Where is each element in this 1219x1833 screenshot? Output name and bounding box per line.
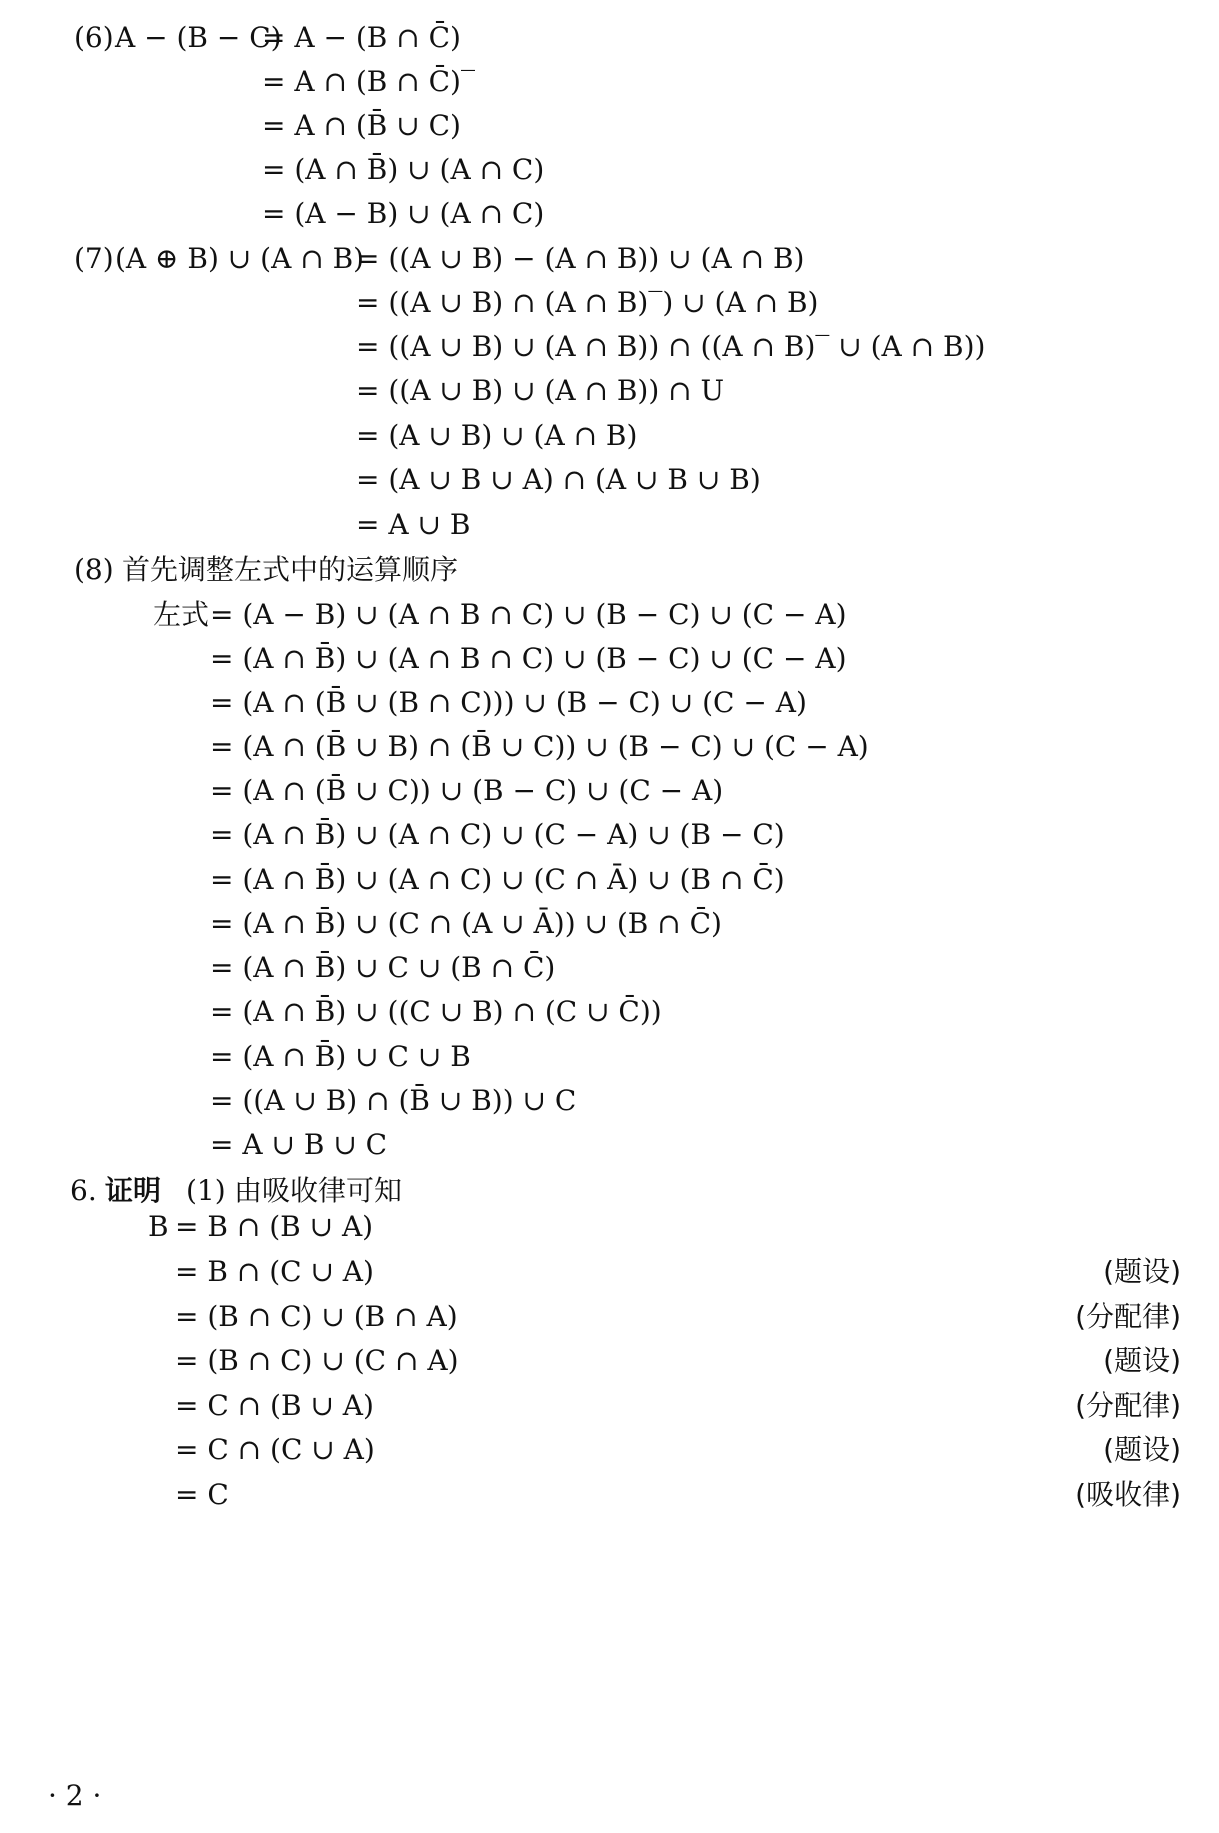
- p6-line: = A − (B ∩ C̄): [262, 21, 461, 54]
- q6-step-expr: = B ∩ (C ∪ A): [175, 1255, 374, 1288]
- q6-title: 证明: [105, 1174, 162, 1207]
- p8-label: (8): [74, 553, 114, 586]
- p7-line: = ((A ∪ B) ∩ (A ∩ B)‾) ∪ (A ∩ B): [356, 286, 819, 319]
- q6-intro: 由吸收律可知: [234, 1174, 403, 1207]
- q6-first-line: = B ∩ (B ∪ A): [175, 1210, 374, 1243]
- q6-step-expr: = C: [175, 1478, 229, 1511]
- p6-line: = (A − B) ∪ (A ∩ C): [262, 197, 545, 230]
- q6-step-expr: = C ∩ (B ∪ A): [175, 1389, 374, 1422]
- q6-step-note: (分配律): [1075, 1389, 1181, 1422]
- q6-step-note: (题设): [1103, 1344, 1181, 1377]
- p6-line: = A ∩ (B̄ ∪ C): [262, 109, 461, 142]
- p8-line: = (A ∩ (B̄ ∪ C)) ∪ (B − C) ∪ (C − A): [210, 774, 724, 807]
- p8-line: = A ∪ B ∪ C: [210, 1128, 388, 1161]
- p7-line: = ((A ∪ B) ∪ (A ∩ B)) ∩ ((A ∩ B)‾ ∪ (A ∩ B)): [356, 330, 986, 363]
- q6-step-expr: = C ∩ (C ∪ A): [175, 1433, 375, 1466]
- p8-line: = (A ∩ B̄) ∪ ((C ∪ B) ∩ (C ∪ C̄)): [210, 995, 662, 1028]
- p7-line: = ((A ∪ B) − (A ∩ B)) ∪ (A ∩ B): [356, 242, 805, 275]
- p6-line: = A ∩ (B ∩ C̄)‾: [262, 65, 475, 98]
- q6-step-note: (题设): [1103, 1255, 1181, 1288]
- p7-line: = A ∪ B: [356, 508, 471, 541]
- p8-line: = (A ∩ (B̄ ∪ (B ∩ C))) ∪ (B − C) ∪ (C − A): [210, 686, 807, 719]
- p8-line: = (A ∩ B̄) ∪ C ∪ (B ∩ C̄): [210, 951, 556, 984]
- p8-line: = (A ∩ (B̄ ∪ B) ∩ (B̄ ∪ C)) ∪ (B − C) ∪ (C − A): [210, 730, 869, 763]
- p7-label: (7): [74, 242, 114, 275]
- p6-line: = (A ∩ B̄) ∪ (A ∩ C): [262, 153, 545, 186]
- q6-part-label: (1): [186, 1174, 226, 1207]
- p8-line: = (A ∩ B̄) ∪ (A ∩ B ∩ C) ∪ (B − C) ∪ (C − A): [210, 642, 847, 675]
- p8-line: = (A ∩ B̄) ∪ C ∪ B: [210, 1040, 471, 1073]
- q6-lhs: B: [148, 1210, 169, 1243]
- p8-line: = (A ∩ B̄) ∪ (A ∩ C) ∪ (C − A) ∪ (B − C): [210, 818, 785, 851]
- page-number: · 2 ·: [48, 1779, 102, 1812]
- p8-first-line: = (A − B) ∪ (A ∩ B ∩ C) ∪ (B − C) ∪ (C − A): [210, 598, 847, 631]
- q6-step-expr: = (B ∩ C) ∪ (C ∩ A): [175, 1344, 459, 1377]
- p6-label: (6): [74, 21, 114, 54]
- p8-line: = (A ∩ B̄) ∪ (C ∩ (A ∪ Ā)) ∪ (B ∩ C̄): [210, 907, 722, 940]
- p8-intro: 首先调整左式中的运算顺序: [122, 553, 459, 586]
- p8-lhs-label: 左式: [153, 598, 210, 631]
- p7-line: = ((A ∪ B) ∪ (A ∩ B)) ∩ U: [356, 374, 725, 407]
- p7-lhs: (A ⊕ B) ∪ (A ∩ B): [115, 242, 365, 275]
- p8-line: = (A ∩ B̄) ∪ (A ∩ C) ∪ (C ∩ Ā) ∪ (B ∩ C̄): [210, 863, 785, 896]
- q6-step-note: (题设): [1103, 1433, 1181, 1466]
- q6-step-expr: = (B ∩ C) ∪ (B ∩ A): [175, 1300, 458, 1333]
- q6-step-note: (分配律): [1075, 1300, 1181, 1333]
- q6-number: 6.: [70, 1174, 97, 1207]
- p6-lhs: A − (B − C): [115, 21, 282, 54]
- q6-step-note: (吸收律): [1075, 1478, 1181, 1511]
- p8-line: = ((A ∪ B) ∩ (B̄ ∪ B)) ∪ C: [210, 1084, 577, 1117]
- p7-line: = (A ∪ B) ∪ (A ∩ B): [356, 419, 638, 452]
- p7-line: = (A ∪ B ∪ A) ∩ (A ∪ B ∪ B): [356, 463, 761, 496]
